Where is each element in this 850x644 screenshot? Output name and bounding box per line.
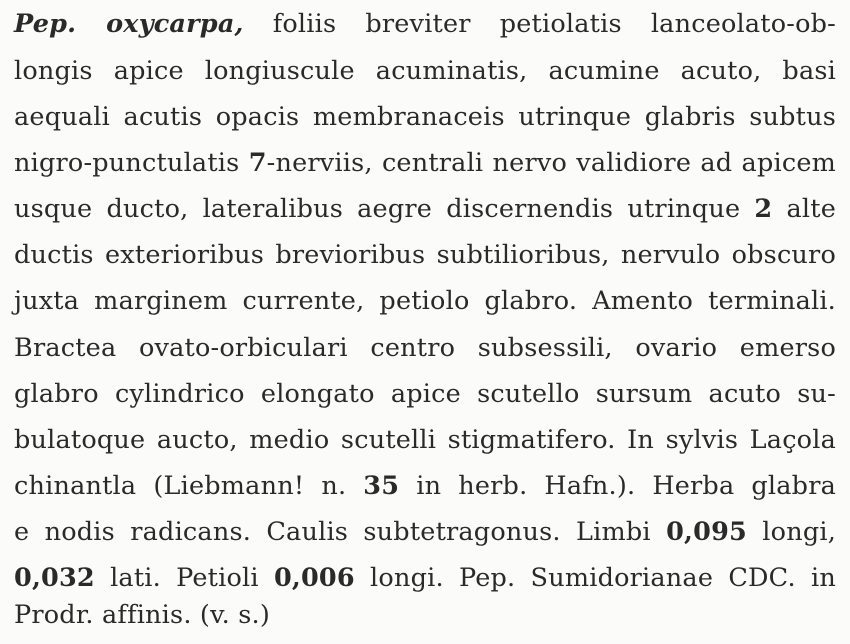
text-line-11 — [14, 471, 836, 501]
line-text: in herb. Hafn.). Herba glabra — [399, 471, 836, 501]
text-line-14 — [14, 600, 836, 630]
lateral-count: 2 — [754, 194, 773, 224]
text-line-10 — [14, 425, 836, 455]
line-text: chinantla (Liebmann! n. — [14, 471, 364, 501]
line-text: Prodr. affinis. (v. s.) — [14, 600, 271, 630]
text-line-4 — [14, 148, 836, 178]
line-text: -nerviis, centrali nervo validiore ad apicem — [266, 148, 836, 178]
line-text: longi, — [746, 517, 836, 547]
text-line-13 — [14, 563, 836, 593]
line-text: lati. Petioli — [94, 563, 274, 593]
line-text: e nodis radicans. Caulis subtetragonus. Limbi — [14, 517, 667, 547]
nerve-count: 7 — [248, 148, 267, 178]
line-text: longis apice longiuscule acuminatis, acumine acuto, basi — [14, 56, 836, 86]
line-text: usque ducto, lateralibus aegre discernendis utrinque — [14, 194, 755, 224]
line-text: foliis breviter petiolatis lanceolato-ob- — [243, 9, 836, 39]
line-text: nigro-punctulatis — [14, 148, 249, 178]
line-text: aequali acutis opacis membranaceis utrinque glabris subtus — [14, 102, 836, 132]
petiole-length: 0,006 — [273, 563, 355, 593]
line-text: juxta marginem currente, petiolo glabro. Amento terminali. — [14, 286, 836, 316]
line-text: longi. Pep. Sumidorianae CDC. in — [354, 563, 836, 593]
line-text: Bractea ovato-orbiculari centro subsessili, ovario emerso — [14, 333, 836, 363]
limb-width: 0,032 — [14, 563, 95, 593]
line-text: alte — [772, 194, 836, 224]
text-line-2 — [14, 56, 836, 86]
text-line-5 — [14, 194, 836, 224]
text-line-1 — [14, 9, 836, 39]
text-line-8 — [14, 333, 836, 363]
specimen-number: 35 — [363, 471, 400, 501]
text-line-9 — [14, 379, 836, 409]
line-text: ductis exterioribus brevioribus subtilioribus, nervulo obscuro — [14, 240, 836, 270]
text-line-3 — [14, 102, 836, 132]
text-line-7 — [14, 286, 836, 316]
text-line-6 — [14, 240, 836, 270]
text-line-12 — [14, 517, 836, 547]
line-text: bulatoque aucto, medio scutelli stigmatifero. In sylvis Laçola — [14, 425, 836, 455]
line-text: glabro cylindrico elongato apice scutello sursum acuto su- — [14, 379, 836, 409]
limb-length: 0,095 — [666, 517, 747, 547]
species-name: Pep. oxycarpa, — [14, 9, 244, 39]
